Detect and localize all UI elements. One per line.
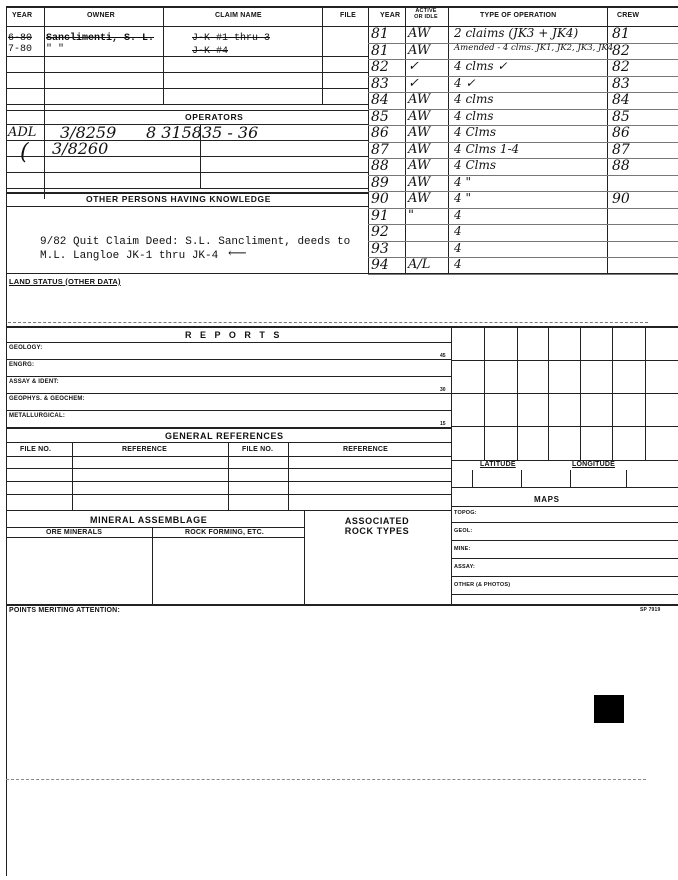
operation-status: AW: [408, 92, 431, 107]
col-claim-name: CLAIM NAME: [215, 12, 262, 19]
operation-crew: 81: [612, 26, 630, 42]
operation-type: 4: [454, 224, 462, 238]
owner-row-claim: J-K #1 thru 3: [192, 33, 271, 44]
operation-status: AW: [408, 191, 431, 206]
operation-type: 4 ": [454, 191, 471, 205]
col-crew: CREW: [617, 12, 640, 19]
brace-mark: (: [20, 140, 29, 165]
col-file: FILE: [340, 12, 356, 19]
map-row-label: GEOL:: [454, 528, 473, 534]
map-row-label: OTHER (& PHOTOS): [454, 582, 511, 588]
form-number: SP 7919: [640, 607, 661, 613]
associated-rock-types-title: ASSOCIATED ROCK TYPES: [344, 516, 410, 536]
report-label: ENGRG:: [9, 362, 35, 368]
operator-tag: ADL: [8, 125, 37, 140]
owner-row-year: 6-80: [8, 33, 33, 44]
report-row-divider: [6, 410, 451, 411]
operation-crew: 83: [612, 75, 630, 92]
col-owner: OWNER: [87, 12, 115, 19]
operation-status: A/L: [408, 257, 431, 272]
map-row-divider: [451, 540, 678, 541]
operation-year: 90: [371, 191, 389, 207]
operation-type: Amended - 4 clms. JK1, JK2, JK3, JK4: [454, 42, 614, 53]
quit-claim-note: M.L. Langloe JK-1 thru JK-4: [40, 250, 219, 262]
map-row-divider: [451, 576, 678, 577]
operation-type: 4 clms: [454, 108, 494, 123]
maps-title: MAPS: [534, 495, 560, 504]
map-row-label: TOPOG:: [454, 510, 477, 516]
operation-type: 4: [454, 207, 462, 222]
operation-year: 81: [371, 42, 389, 59]
operation-type: 2 claims (JK3 + JK4): [454, 26, 579, 40]
operator-entry: 3/8260: [52, 139, 109, 158]
operation-crew: 85: [612, 108, 630, 125]
operation-crew: 82: [612, 59, 630, 75]
report-number: 30: [440, 387, 446, 393]
latitude-label: LATITUDE: [480, 461, 516, 468]
operation-status: AW: [408, 158, 431, 173]
operation-year: 88: [371, 158, 389, 174]
map-row-divider: [451, 594, 678, 595]
reports-title: R E P O R T S: [185, 330, 283, 340]
operation-year: 93: [371, 240, 389, 257]
operation-crew: 90: [612, 191, 630, 207]
report-row-divider: [6, 393, 451, 394]
operation-status: ✓: [408, 75, 419, 91]
operation-year: 92: [371, 224, 389, 240]
operation-year: 87: [371, 141, 389, 158]
ref-col-file-no: FILE NO.: [20, 446, 52, 453]
operator-entry: 3/8259: [60, 123, 117, 142]
operation-crew: 88: [612, 158, 630, 174]
report-number: 15: [440, 421, 446, 427]
report-row-divider: [6, 359, 451, 360]
operation-type: 4 ✓: [454, 75, 476, 90]
map-row-label: MINE:: [454, 546, 471, 552]
operation-row-divider: [368, 241, 678, 242]
col-year-2: YEAR: [380, 12, 401, 19]
report-label: ASSAY & IDENT:: [9, 379, 59, 385]
ref-col-file-no: FILE NO.: [242, 446, 274, 453]
operation-type: 4 clms: [454, 92, 494, 106]
operation-crew: 87: [612, 141, 630, 158]
report-label: GEOPHYS. & GEOCHEM:: [9, 396, 85, 402]
report-number: 45: [440, 353, 446, 359]
operation-row-divider: [368, 224, 678, 225]
operations-table: [368, 26, 678, 273]
black-registration-mark: [594, 695, 624, 723]
operation-year: 81: [371, 26, 389, 42]
operation-status: AW: [408, 141, 431, 157]
operation-row-divider: [368, 208, 678, 209]
operation-crew: 82: [612, 42, 630, 59]
owner-row-claim: J-K #4: [192, 46, 229, 57]
operation-crew: 84: [612, 92, 630, 108]
report-label: GEOLOGY:: [9, 345, 43, 351]
operation-status: AW: [408, 26, 431, 41]
operation-year: 82: [371, 59, 389, 75]
points-meriting-attention-label: POINTS MERITING ATTENTION:: [9, 607, 120, 614]
ore-minerals-label: ORE MINERALS: [46, 529, 103, 536]
left-border: [6, 6, 7, 876]
land-status-label: LAND STATUS (OTHER DATA): [9, 277, 121, 286]
rock-forming-label: ROCK FORMING, ETC.: [185, 529, 265, 536]
operation-year: 85: [371, 108, 389, 125]
operation-status: ": [408, 207, 414, 223]
check-mark: ⟵: [228, 246, 247, 261]
general-references-title: GENERAL REFERENCES: [165, 431, 284, 441]
ref-col-reference: REFERENCE: [343, 446, 388, 453]
operation-status: AW: [408, 125, 431, 140]
operation-type: 4 Clms: [454, 125, 497, 139]
longitude-label: LONGITUDE: [572, 461, 616, 468]
operation-status: AW: [408, 174, 431, 190]
ref-col-reference: REFERENCE: [122, 446, 167, 453]
operation-year: 89: [371, 174, 389, 191]
operator-entry: 8 315835 - 36: [146, 123, 259, 142]
report-row-divider: [6, 376, 451, 377]
operation-type: 4 ": [454, 174, 471, 189]
quit-claim-note: 9/82 Quit Claim Deed: S.L. Sancliment, deeds to: [40, 236, 351, 248]
operation-type: 4 clms ✓: [454, 59, 508, 73]
mineral-assemblage-title: MINERAL ASSEMBLAGE: [90, 515, 208, 525]
map-row-divider: [451, 558, 678, 559]
operation-year: 91: [371, 207, 389, 224]
report-label: METALLURGICAL:: [9, 413, 66, 419]
operation-year: 84: [371, 92, 389, 108]
operation-type: 4 Clms 1-4: [454, 141, 520, 156]
operation-status: AW: [408, 42, 431, 58]
operation-year: 86: [371, 125, 389, 141]
map-row-label: ASSAY:: [454, 564, 476, 570]
operation-type: 4 Clms: [454, 158, 497, 172]
operation-type: 4: [454, 257, 462, 271]
operation-status: AW: [408, 108, 431, 124]
map-row-divider: [451, 522, 678, 523]
operation-year: 83: [371, 75, 389, 92]
owner-row-owner: " ": [46, 44, 65, 55]
other-persons-title: OTHER PERSONS HAVING KNOWLEDGE: [86, 194, 272, 204]
operation-year: 94: [371, 257, 389, 273]
operation-status: ✓: [408, 59, 419, 74]
owner-row-owner: Sanclimenti, S. L.: [46, 33, 155, 44]
col-year: YEAR: [12, 12, 33, 19]
col-type-of-operation: TYPE OF OPERATION: [480, 12, 557, 19]
col-active-idle: ACTIVE OR IDLE: [414, 8, 438, 20]
operation-crew: 86: [612, 125, 630, 141]
owner-row-year: 7-80: [8, 44, 33, 55]
operation-type: 4: [454, 240, 462, 255]
operators-title: OPERATORS: [185, 112, 244, 122]
